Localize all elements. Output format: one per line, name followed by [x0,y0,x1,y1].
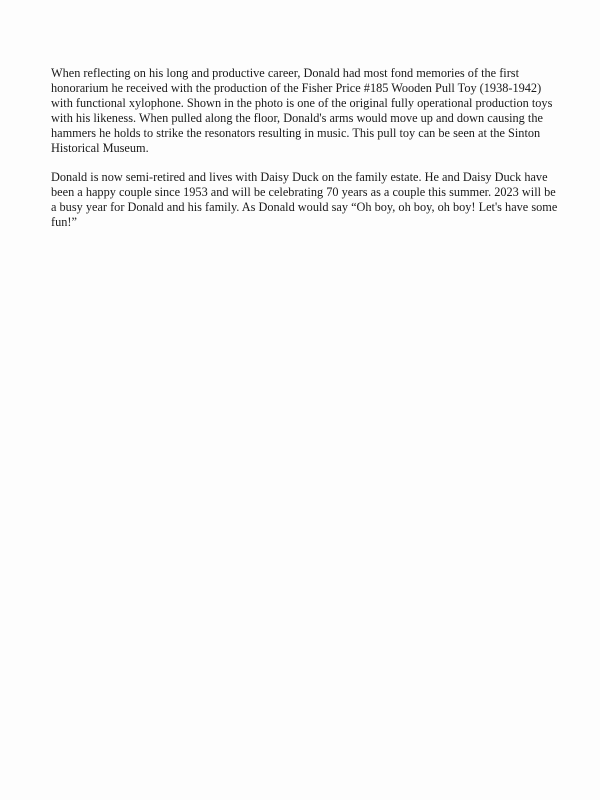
text-line: honorarium he received with the production of the Fisher Price #185 Wooden Pull Toy (1938-1942) [51,80,542,95]
text-line: a busy year for Donald and his family. As Donald would say “Oh boy, oh boy, oh boy! Let's have some [51,200,558,215]
text-line: Donald is now semi-retired and lives with Daisy Duck on the family estate. He and Daisy Duck have [51,170,548,185]
paragraph-gap [51,155,555,170]
paragraph-retirement [51,170,558,230]
text-line: Historical Museum. [51,140,149,155]
paragraph-career [51,66,555,155]
text-line: with his likeness. When pulled along the floor, Donald's arms would move up and down causing the [51,110,543,125]
text-line: When reflecting on his long and productive career, Donald had most fond memories of the first [51,66,520,80]
text-line: hammers he holds to strike the resonators resulting in music. This pull toy can be seen at the Sinton [51,125,541,140]
document-body [51,66,558,230]
text-line: with functional xylophone. Shown in the photo is one of the original fully operational production toys [51,95,553,110]
text-line: been a happy couple since 1953 and will be celebrating 70 years as a couple this summer. 2023 will be [51,185,556,200]
text-line: fun!” [51,215,77,230]
